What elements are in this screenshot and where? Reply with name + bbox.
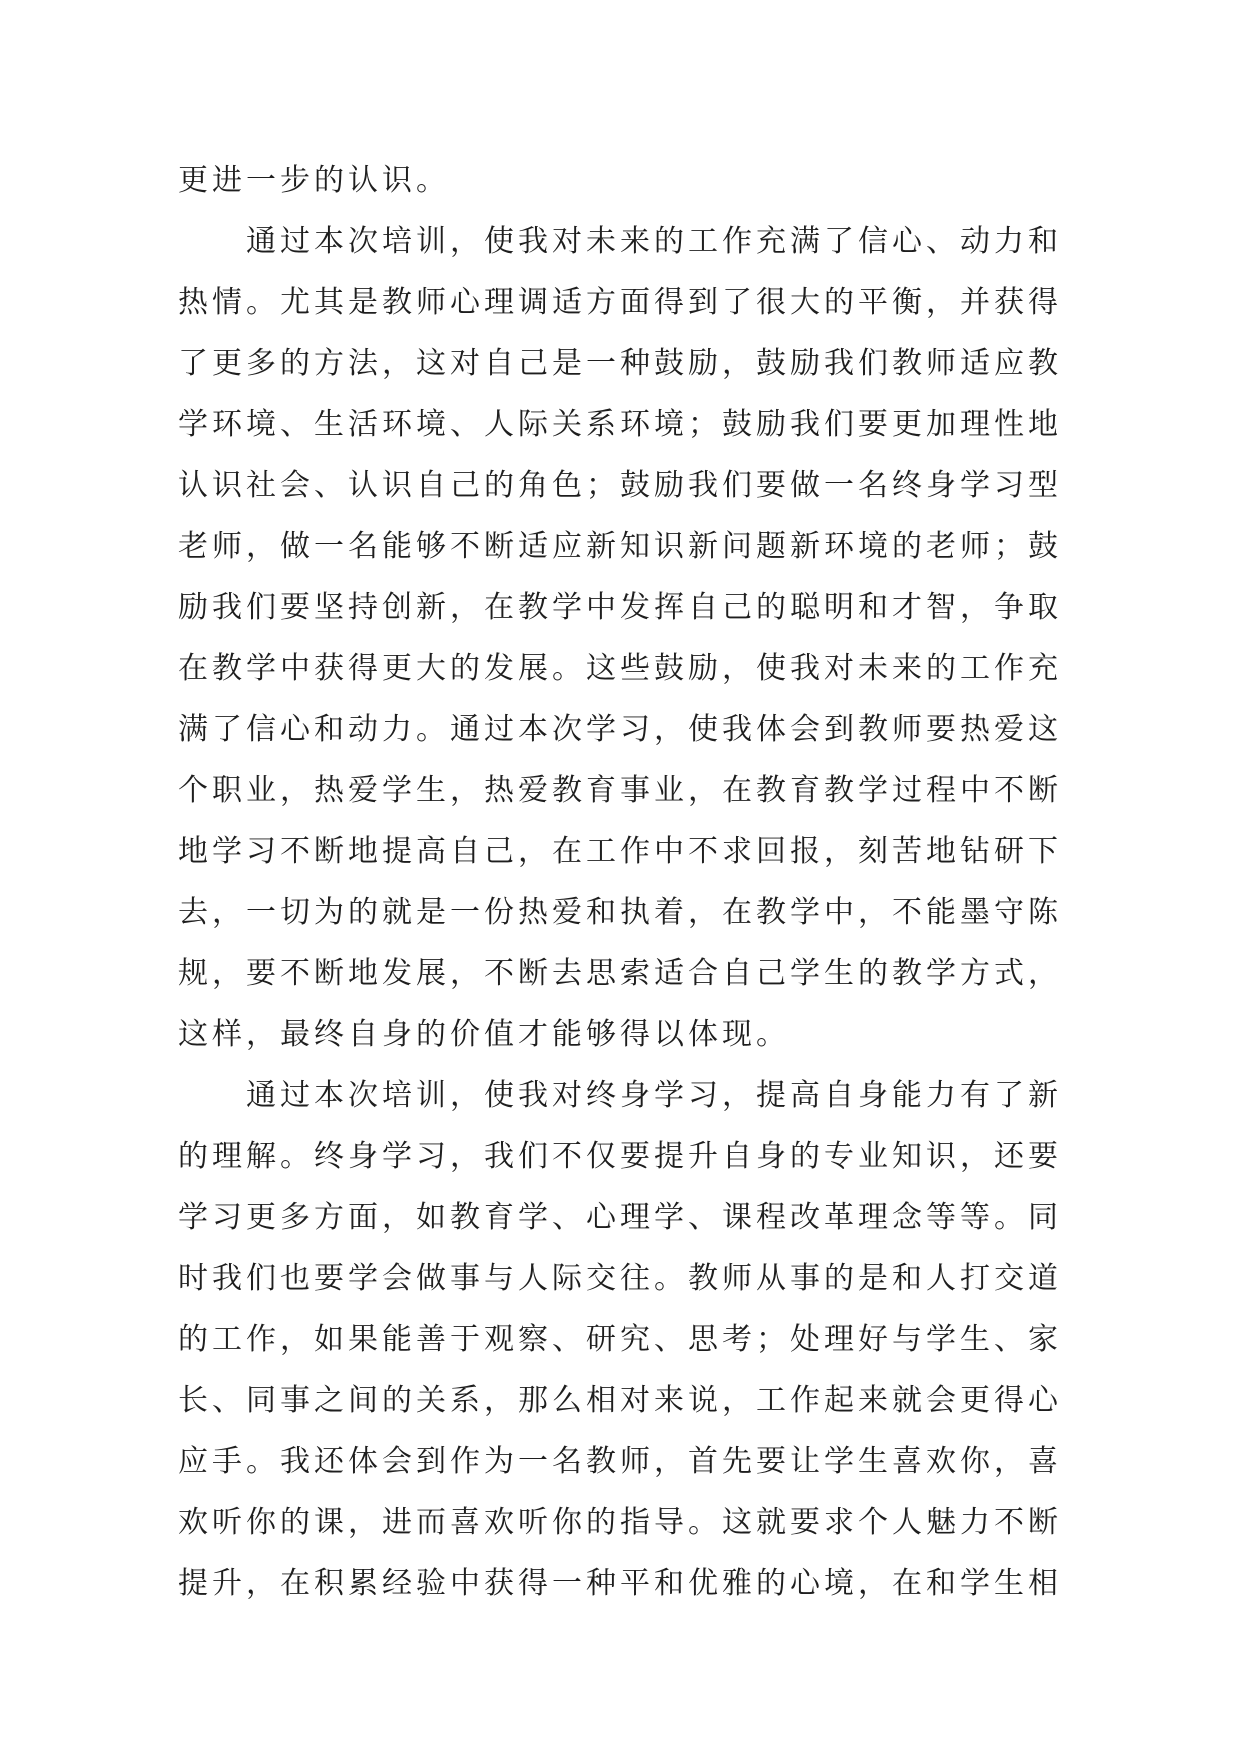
text-line: 长、同事之间的关系，那么相对来说，工作起来就会更得心 <box>178 1383 1062 1418</box>
paragraph <box>178 1065 1062 1614</box>
text-line: 应手。我还体会到作为一名教师，首先要让学生喜欢你，喜 <box>178 1444 1062 1479</box>
text-line: 的工作，如果能善于观察、研究、思考；处理好与学生、家 <box>178 1322 1062 1357</box>
text-line: 的理解。终身学习，我们不仅要提升自身的专业知识，还要 <box>178 1139 1062 1174</box>
text-line: 在教学中获得更大的发展。这些鼓励，使我对未来的工作充 <box>178 651 1062 686</box>
text-line: 通过本次培训，使我对终身学习，提高自身能力有了新 <box>246 1078 1062 1113</box>
text-line: 了更多的方法，这对自己是一种鼓励，鼓励我们教师适应教 <box>178 346 1062 381</box>
text-line: 老师，做一名能够不断适应新知识新问题新环境的老师；鼓 <box>178 529 1062 564</box>
text-line: 通过本次培训，使我对未来的工作充满了信心、动力和 <box>246 224 1062 259</box>
text-line: 学环境、生活环境、人际关系环境；鼓励我们要更加理性地 <box>178 407 1062 442</box>
paragraph <box>178 211 1062 1065</box>
text-line: 励我们要坚持创新，在教学中发挥自己的聪明和才智，争取 <box>178 590 1062 625</box>
text-line: 这样，最终自身的价值才能够得以体现。 <box>178 1017 790 1052</box>
text-line: 个职业，热爱学生，热爱教育事业，在教育教学过程中不断 <box>178 773 1062 808</box>
text-line: 欢听你的课，进而喜欢听你的指导。这就要求个人魅力不断 <box>178 1505 1062 1540</box>
text-line: 满了信心和动力。通过本次学习，使我体会到教师要热爱这 <box>178 712 1062 747</box>
body-text <box>178 150 1062 1614</box>
text-line: 提升，在积累经验中获得一种平和优雅的心境，在和学生相 <box>178 1566 1062 1601</box>
text-line: 认识社会、认识自己的角色；鼓励我们要做一名终身学习型 <box>178 468 1062 503</box>
text-line: 时我们也要学会做事与人际交往。教师从事的是和人打交道 <box>178 1261 1062 1296</box>
text-line: 热情。尤其是教师心理调适方面得到了很大的平衡，并获得 <box>178 285 1062 320</box>
text-line: 地学习不断地提高自己，在工作中不求回报，刻苦地钻研下 <box>178 834 1062 869</box>
paragraph-continued <box>178 150 1062 211</box>
text-line: 更进一步的认识。 <box>178 163 450 198</box>
text-line: 规，要不断地发展，不断去思索适合自己学生的教学方式， <box>178 956 1062 991</box>
text-line: 学习更多方面，如教育学、心理学、课程改革理念等等。同 <box>178 1200 1062 1235</box>
text-line: 去，一切为的就是一份热爱和执着，在教学中，不能墨守陈 <box>178 895 1062 930</box>
